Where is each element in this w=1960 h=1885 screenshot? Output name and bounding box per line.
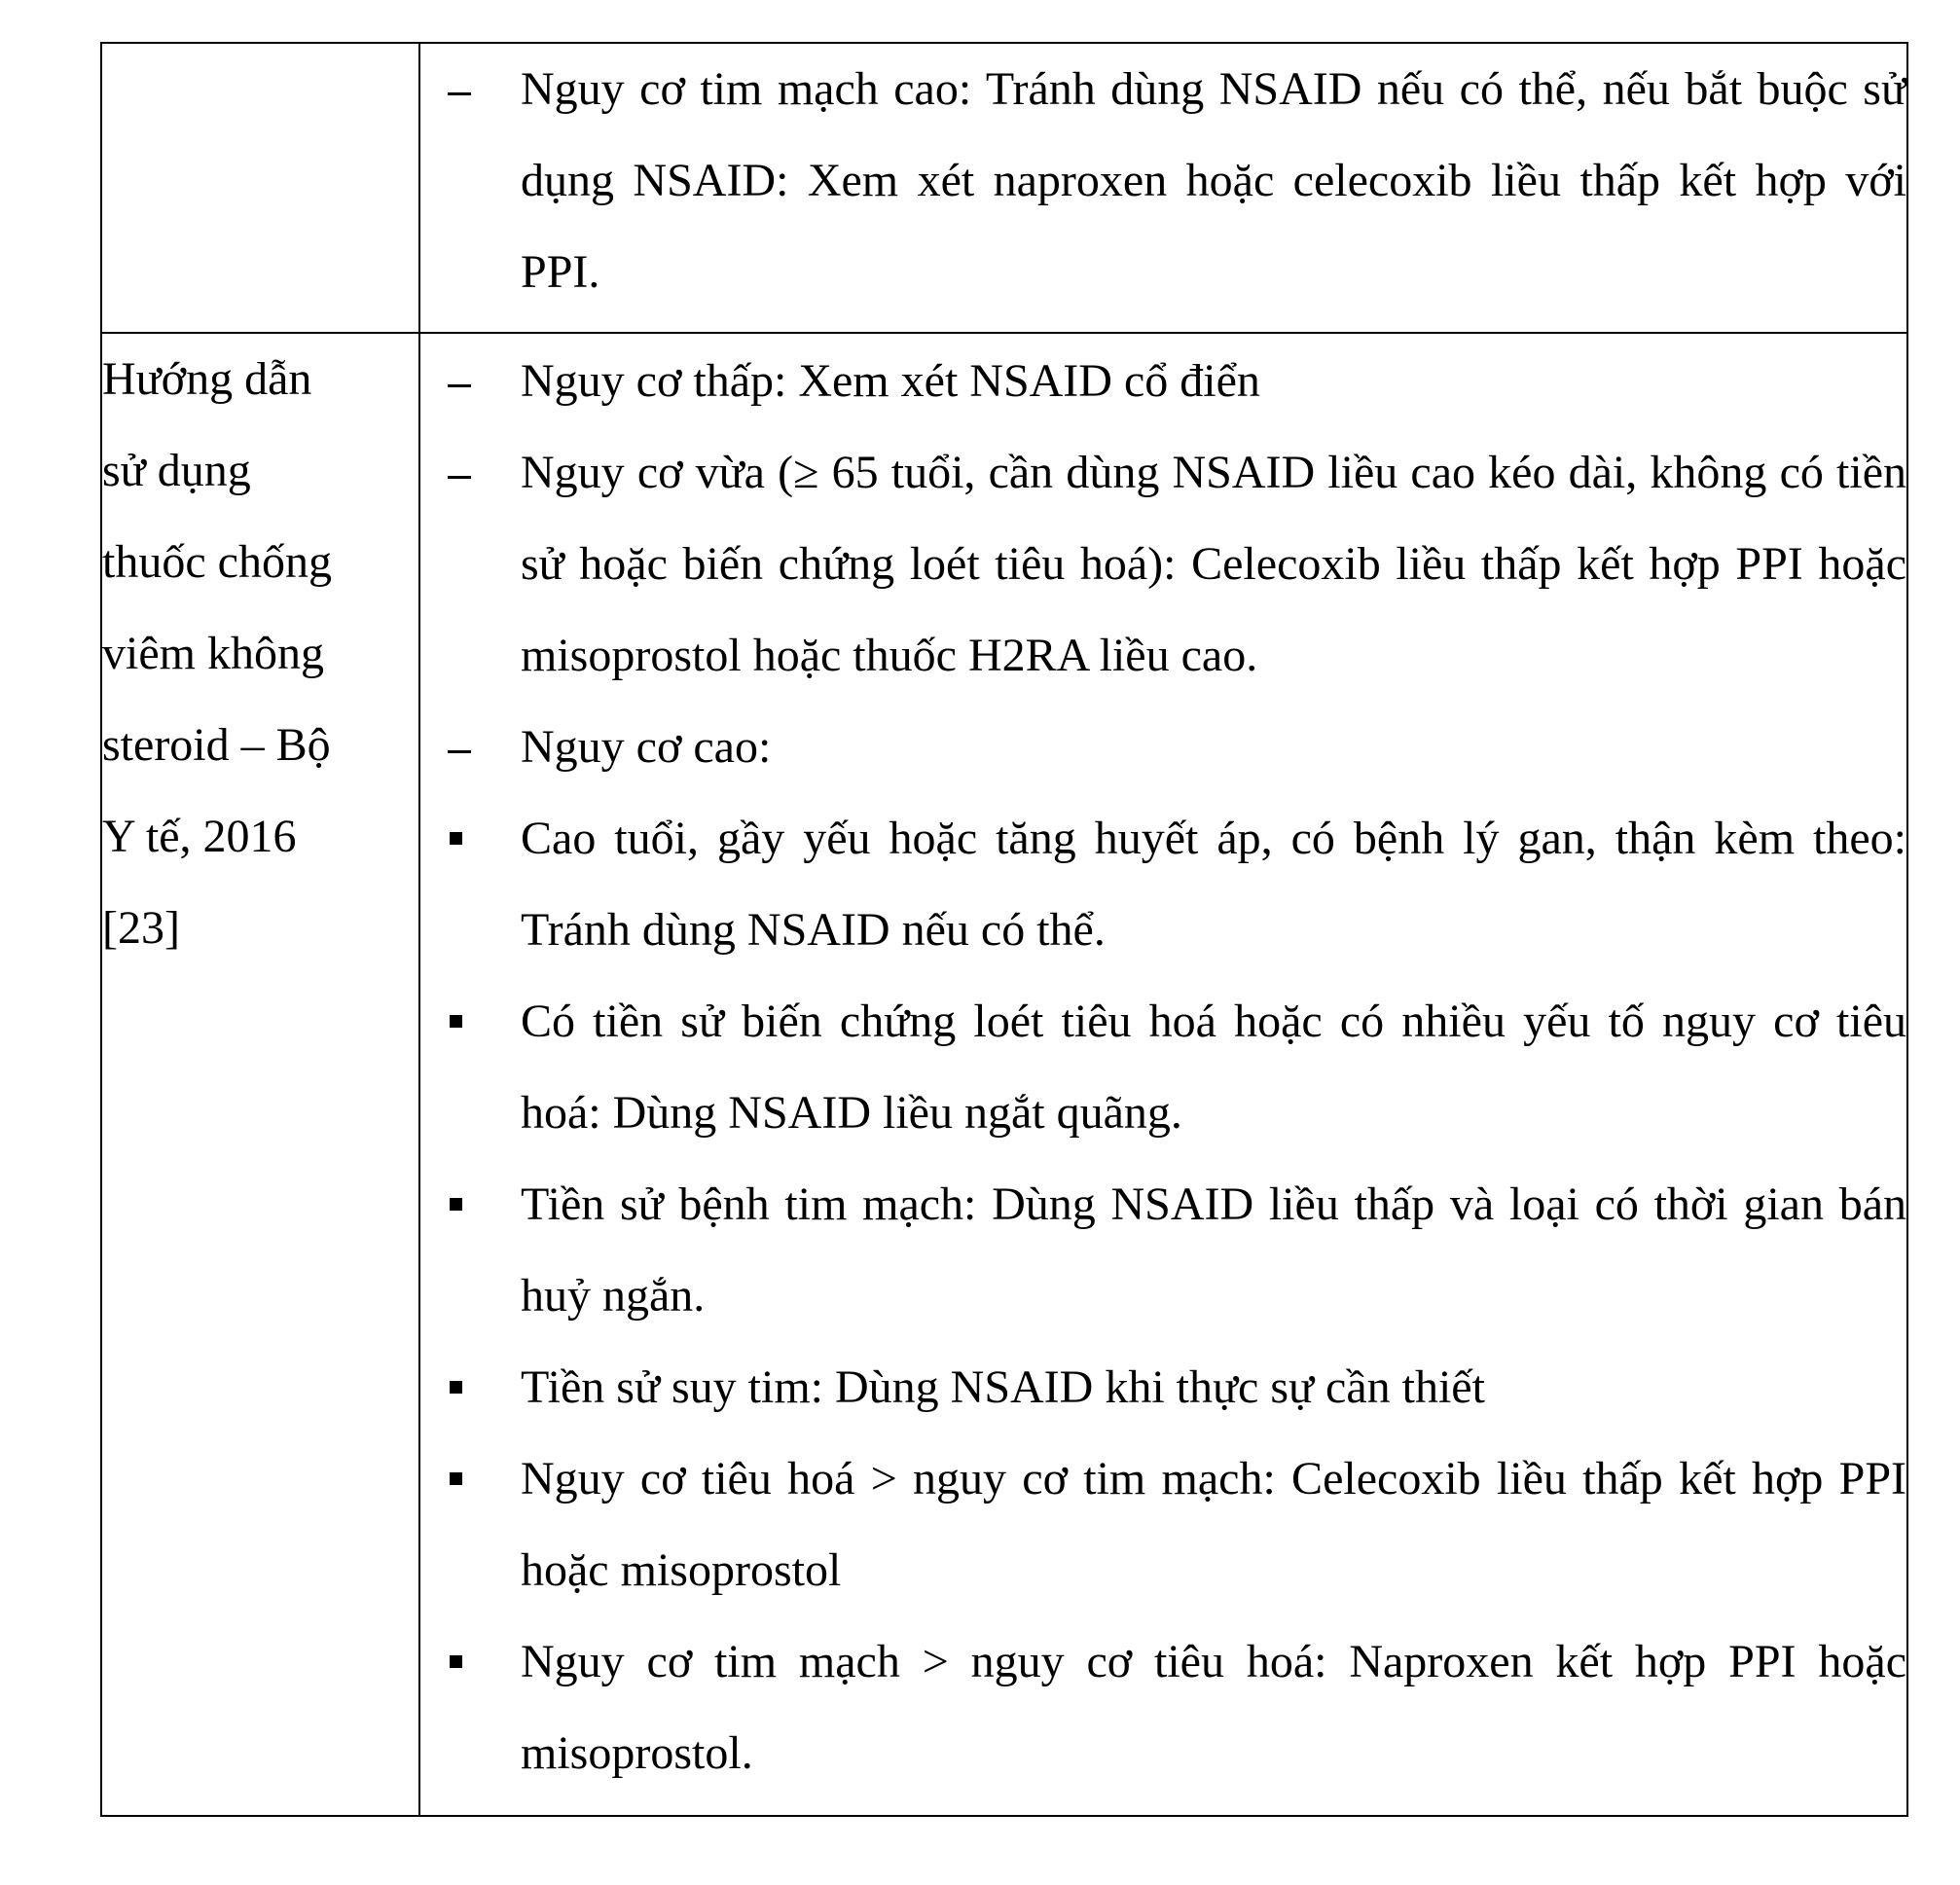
list-item-text: Có tiền sử biến chứng loét tiêu hoá hoặc có nhiều yếu tố nguy cơ tiêu hoá: Dùng NSAID liều ngắt quãng.	[521, 996, 1906, 1139]
list-item-text: Nguy cơ thấp: Xem xét NSAID cổ điển	[521, 355, 1260, 407]
recommendation-cell	[419, 43, 1907, 333]
list-item-text: Cao tuổi, gầy yếu hoặc tăng huyết áp, có bệnh lý gan, thận kèm theo: Tránh dùng NSAID nếu có thể.	[521, 813, 1906, 956]
list-item-text: Nguy cơ vừa (≥ 65 tuổi, cần dùng NSAID liều cao kéo dài, không có tiền sử hoặc biến chứng loét tiêu hoá): Celecoxib liều thấp kết hợp PPI hoặc misoprostol hoặc thuốc H2RA liều cao.	[521, 447, 1906, 681]
list-item	[420, 1159, 1906, 1342]
list-item	[420, 336, 1906, 427]
list-item	[420, 702, 1906, 793]
table-row	[101, 43, 1907, 333]
source-line: thuốc chống	[102, 536, 332, 588]
list-item	[420, 44, 1906, 318]
list-item	[420, 1342, 1906, 1433]
list-item	[420, 1616, 1906, 1799]
list-item	[420, 793, 1906, 976]
list-item-text: Nguy cơ tim mạch cao: Tránh dùng NSAID nếu có thể, nếu bắt buộc sử dụng NSAID: Xem xét naproxen hoặc celecoxib liều thấp kết hợp với PPI.	[521, 63, 1906, 298]
list-item-text: Nguy cơ tiêu hoá > nguy cơ tim mạch: Celecoxib liều thấp kết hợp PPI hoặc misoprostol	[521, 1453, 1906, 1596]
source-cell	[101, 43, 419, 333]
source-line: steroid – Bộ	[102, 719, 331, 771]
list-item-text: Nguy cơ cao:	[521, 721, 772, 773]
list-item	[420, 976, 1906, 1159]
source-cell	[101, 333, 419, 1816]
list-item-text: Tiền sử bệnh tim mạch: Dùng NSAID liều thấp và loại có thời gian bán huỷ ngắn.	[521, 1178, 1906, 1322]
list-item-text: Tiền sử suy tim: Dùng NSAID khi thực sự cần thiết	[521, 1361, 1485, 1413]
source-line: sử dụng	[102, 445, 251, 496]
source-line: [23]	[102, 902, 180, 954]
recommendation-cell	[419, 333, 1907, 1816]
table-row	[101, 333, 1907, 1816]
list-item-text: Nguy cơ tim mạch > nguy cơ tiêu hoá: Naproxen kết hợp PPI hoặc misoprostol.	[521, 1636, 1906, 1779]
source-line: Y tế, 2016	[102, 811, 297, 862]
list-item	[420, 427, 1906, 702]
guideline-table	[100, 42, 1908, 1817]
source-line: Hướng dẫn	[102, 353, 312, 405]
list-item	[420, 1433, 1906, 1616]
source-line: viêm không	[102, 628, 324, 679]
